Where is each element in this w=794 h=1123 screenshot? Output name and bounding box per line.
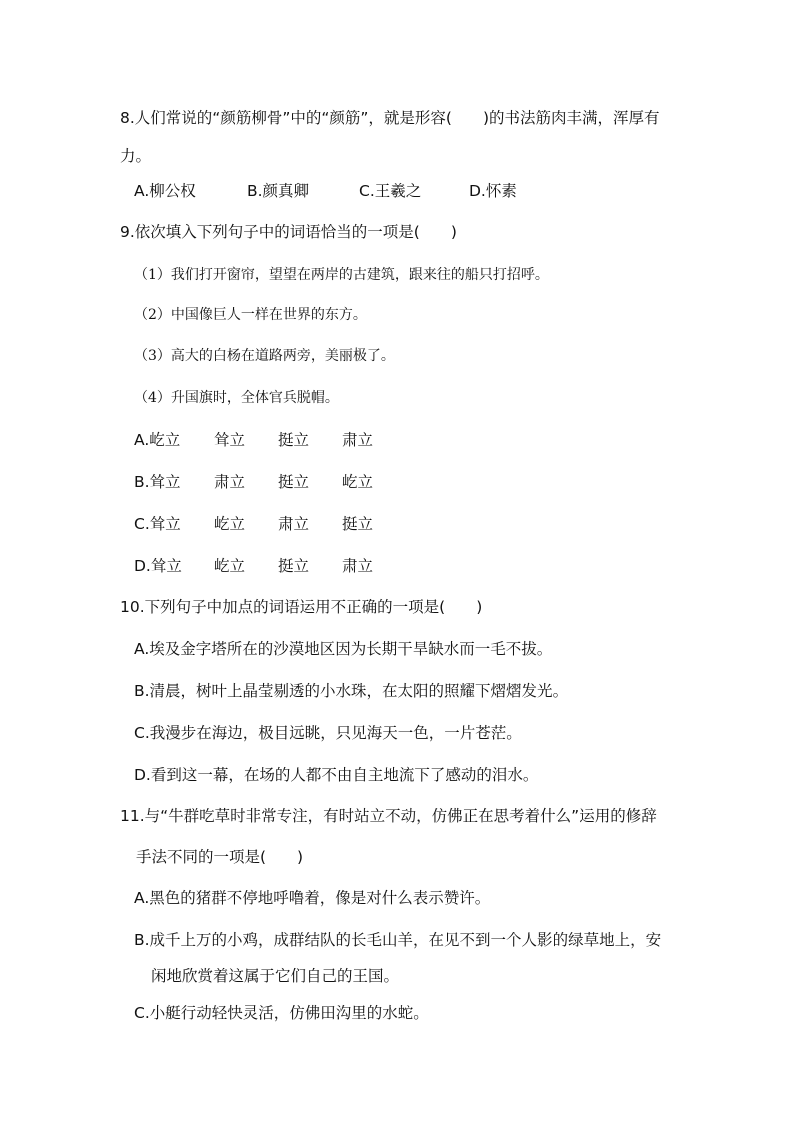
q11-option-a[interactable]: A.黑色的猪群不停地呼噜着，像是对什么表示赞许。 xyxy=(134,889,491,907)
q9-option-c-word-3: 肃立 xyxy=(278,515,310,533)
q9-option-d[interactable] xyxy=(134,556,434,576)
q9-option-c-word-2: 屹立 xyxy=(214,515,246,533)
q9-sentence-3: （3）高大的白杨在道路两旁，美丽极了。 xyxy=(134,348,395,364)
q9-option-d-label: D.耸立 xyxy=(134,557,182,575)
q9-option-c[interactable] xyxy=(134,514,434,534)
q9-option-b[interactable] xyxy=(134,472,434,492)
q9-option-a-word-4: 肃立 xyxy=(342,431,374,449)
q9-option-b-label: B.耸立 xyxy=(134,473,181,491)
q10-stem: 10.下列句子中加点的词语运用不正确的一项是( ) xyxy=(120,598,483,616)
q10-option-d[interactable]: D.看到这一幕，在场的人都不由自主地流下了感动的泪水。 xyxy=(134,766,539,784)
q8-option-c[interactable]: C.王羲之 xyxy=(359,182,422,200)
q9-sentence-4: （4）升国旗时，全体官兵脱帽。 xyxy=(134,390,339,406)
q9-option-b-word-3: 挺立 xyxy=(278,473,310,491)
q11-stem-line2: 手法不同的一项是( ) xyxy=(136,848,304,866)
q10-option-b[interactable]: B.清晨，树叶上晶莹剔透的小水珠，在太阳的照耀下熠熠发光。 xyxy=(134,682,569,700)
q11-option-b-line2[interactable]: 闲地欣赏着这属于它们自己的王国。 xyxy=(151,967,400,985)
q10-option-c[interactable]: C.我漫步在海边，极目远眺，只见海天一色，一片苍茫。 xyxy=(134,724,522,742)
q9-option-c-word-4: 挺立 xyxy=(342,515,374,533)
q9-option-d-word-2: 屹立 xyxy=(214,557,246,575)
q11-stem-line1: 11.与“牛群吃草时非常专注，有时站立不动，仿佛正在思考着什么”运用的修辞 xyxy=(120,807,657,825)
q9-option-d-word-4: 肃立 xyxy=(342,557,374,575)
q9-stem: 9.依次填入下列句子中的词语恰当的一项是( ) xyxy=(120,223,457,241)
q9-sentence-2: （2）中国像巨人一样在世界的东方。 xyxy=(134,307,367,323)
q9-option-a-word-2: 耸立 xyxy=(214,431,246,449)
q9-option-a[interactable] xyxy=(134,430,434,450)
q9-option-a-word-3: 挺立 xyxy=(278,431,310,449)
q11-option-c[interactable]: C.小艇行动轻快灵活，仿佛田沟里的水蛇。 xyxy=(134,1004,429,1022)
q9-sentence-1: （1）我们打开窗帘，望望在两岸的古建筑，跟来往的船只打招呼。 xyxy=(134,267,549,283)
q8-option-d[interactable]: D.怀素 xyxy=(469,182,517,200)
q9-option-b-word-4: 屹立 xyxy=(342,473,374,491)
q9-option-a-label: A.屹立 xyxy=(134,431,181,449)
q9-option-c-label: C.耸立 xyxy=(134,515,181,533)
q8-option-b[interactable]: B.颜真卿 xyxy=(247,182,310,200)
q9-option-d-word-3: 挺立 xyxy=(278,557,310,575)
q8-option-a[interactable]: A.柳公权 xyxy=(134,182,196,200)
q11-option-b-line1[interactable]: B.成千上万的小鸡，成群结队的长毛山羊，在见不到一个人影的绿草地上，安 xyxy=(134,931,662,949)
q8-stem-line2: 力。 xyxy=(120,147,152,165)
q9-option-b-word-2: 肃立 xyxy=(214,473,246,491)
q8-stem-line1: 8.人们常说的“颜筋柳骨”中的“颜筋”，就是形容( )的书法筋肉丰满，浑厚有 xyxy=(120,109,660,127)
q10-option-a[interactable]: A.埃及金字塔所在的沙漠地区因为长期干旱缺水而一毛不拔。 xyxy=(134,640,553,658)
